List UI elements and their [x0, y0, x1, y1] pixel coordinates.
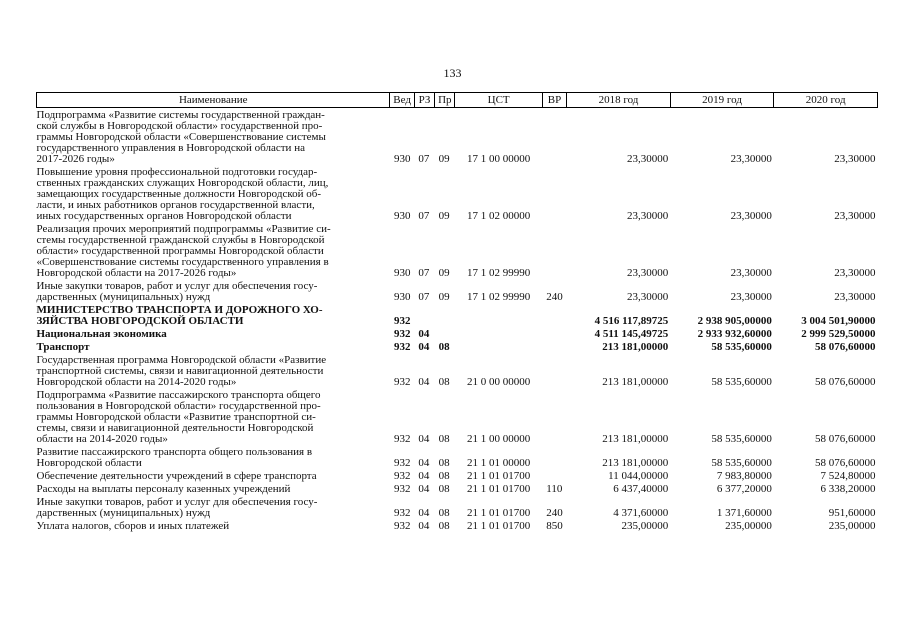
row-name-line: «Совершенствование системы государственного управления в — [36, 256, 329, 268]
cell-pr: 09 — [438, 291, 450, 303]
table-row — [37, 327, 878, 340]
cell-rz — [414, 303, 434, 327]
table-row — [37, 353, 878, 388]
row-name — [37, 279, 390, 303]
cell-cst: 17 1 02 99990 — [467, 267, 531, 279]
cell-pr — [435, 327, 455, 340]
cell-rz: 04 — [418, 328, 430, 340]
cell-cst: 21 1 01 01700 — [467, 507, 531, 519]
cell-pr: 09 — [438, 210, 450, 222]
table-row — [37, 469, 878, 482]
cell-vr: 110 — [546, 483, 563, 495]
cell-ved: 932 — [393, 457, 411, 469]
cell-rz: 04 — [418, 470, 430, 482]
cell-cst: 17 1 00 00000 — [467, 153, 531, 165]
cell-2018: 213 181,00000 — [602, 433, 669, 445]
cell-rz: 04 — [418, 483, 430, 495]
row-name — [37, 482, 390, 495]
row-name — [37, 108, 390, 166]
row-name — [37, 469, 390, 482]
cell-2019: 58 535,60000 — [711, 341, 772, 353]
column-header: 2020 год — [774, 93, 878, 108]
cell-2020: 23,30000 — [834, 153, 876, 165]
cell-2019: 235,00000 — [725, 520, 772, 532]
row-name-line: Иные закупки товаров, работ и услуг для обеспечения госу- — [36, 496, 318, 508]
row-name-line: стемы государственной гражданской службы в Новгородской — [36, 234, 325, 246]
row-name-line: Транспорт — [36, 341, 90, 353]
cell-2019: 23,30000 — [730, 210, 772, 222]
row-name-line: ственных гражданских служащих Новгородской области, лиц, — [36, 177, 329, 189]
budget-table — [36, 92, 878, 532]
cell-cst: 17 1 02 00000 — [467, 210, 531, 222]
row-name — [37, 353, 390, 388]
cell-cst: 17 1 02 99990 — [467, 291, 531, 303]
table-row — [37, 222, 878, 279]
cell-rz: 04 — [418, 457, 430, 469]
row-name — [37, 495, 390, 519]
cell-rz: 07 — [418, 291, 430, 303]
cell-cst: 21 1 01 01700 — [467, 470, 531, 482]
row-name-line: замещающих государственные должности Новгородской об- — [36, 188, 322, 200]
cell-2020: 23,30000 — [834, 210, 876, 222]
cell-2020: 3 004 501,90000 — [801, 315, 876, 327]
column-header: ВР — [542, 93, 566, 108]
row-name-line: пользования в Новгородской области» государственной про- — [36, 400, 321, 412]
row-name-line: граммы Новгородской области «Совершенствование системы — [36, 131, 326, 143]
table-row — [37, 108, 878, 166]
row-name — [37, 327, 390, 340]
row-name-line: 2017-2026 годы» — [36, 153, 115, 165]
row-name-line: дарственных (муниципальных) нужд — [36, 291, 211, 303]
cell-rz: 04 — [418, 341, 430, 353]
column-header: ЦСТ — [455, 93, 542, 108]
cell-2018: 23,30000 — [627, 153, 669, 165]
table-row — [37, 445, 878, 469]
cell-rz: 04 — [418, 520, 430, 532]
cell-2018: 213 181,00000 — [602, 341, 669, 353]
row-name — [37, 519, 390, 532]
cell-ved: 932 — [393, 376, 411, 388]
row-name-line: транспортной системы, связи и навигационной деятельности — [36, 365, 324, 377]
row-name-line: МИНИСТЕРСТВО ТРАНСПОРТА И ДОРОЖНОГО ХО- — [36, 304, 323, 316]
cell-pr: 08 — [438, 520, 450, 532]
row-name — [37, 445, 390, 469]
cell-cst: 21 0 00 00000 — [467, 376, 531, 388]
cell-2019: 7 983,80000 — [716, 470, 772, 482]
cell-2018: 23,30000 — [627, 210, 669, 222]
row-name-line: области на 2014-2020 годы» — [36, 433, 168, 445]
cell-2020: 58 076,60000 — [815, 376, 876, 388]
cell-2020: 7 524,80000 — [820, 470, 876, 482]
cell-vr — [542, 445, 566, 469]
cell-ved: 932 — [393, 315, 411, 327]
cell-vr: 240 — [546, 291, 563, 303]
cell-rz: 07 — [418, 267, 430, 279]
table-row — [37, 165, 878, 222]
cell-2019: 2 933 932,60000 — [697, 328, 772, 340]
cell-rz: 04 — [418, 433, 430, 445]
row-name — [37, 388, 390, 445]
row-name-line: ласти, и иных работников органов государственной власти, — [36, 199, 315, 211]
table-row — [37, 303, 878, 327]
cell-pr: 09 — [438, 153, 450, 165]
row-name-line: Новгородской области на 2014-2020 годы» — [36, 376, 237, 388]
cell-vr — [542, 303, 566, 327]
cell-2020: 235,00000 — [828, 520, 876, 532]
row-name — [37, 340, 390, 353]
cell-pr: 08 — [438, 483, 450, 495]
cell-2020: 23,30000 — [834, 291, 876, 303]
cell-pr: 09 — [438, 267, 450, 279]
row-name-line: Расходы на выплаты персоналу казенных учреждений — [36, 483, 291, 495]
cell-vr — [542, 388, 566, 445]
cell-vr: 850 — [546, 520, 563, 532]
cell-ved: 930 — [393, 210, 411, 222]
row-name-line: Развитие пассажирского транспорта общего пользования в — [36, 446, 313, 458]
cell-2020: 58 076,60000 — [815, 457, 876, 469]
column-header: РЗ — [414, 93, 434, 108]
row-name-line: иных государственных органов Новгородской области — [36, 210, 292, 222]
row-name-line: Иные закупки товаров, работ и услуг для обеспечения госу- — [36, 280, 318, 292]
column-header: 2018 год — [567, 93, 671, 108]
cell-pr: 08 — [438, 457, 450, 469]
cell-2019: 6 377,20000 — [716, 483, 772, 495]
cell-pr: 08 — [438, 507, 450, 519]
row-name-line: стемы, связи и навигационной деятельности Новгородской — [36, 422, 314, 434]
cell-vr — [542, 327, 566, 340]
cell-vr: 240 — [546, 507, 563, 519]
cell-ved: 932 — [393, 507, 411, 519]
cell-vr — [542, 469, 566, 482]
table-row — [37, 279, 878, 303]
row-name — [37, 222, 390, 279]
cell-cst: 21 1 00 00000 — [467, 433, 531, 445]
cell-cst: 21 1 01 01700 — [467, 483, 531, 495]
page-number: 133 — [443, 66, 462, 80]
cell-vr — [542, 165, 566, 222]
cell-vr — [542, 353, 566, 388]
cell-rz: 07 — [418, 153, 430, 165]
cell-cst — [455, 340, 542, 353]
cell-2020: 951,60000 — [828, 507, 876, 519]
table-body — [37, 108, 878, 533]
row-name-line: Обеспечение деятельности учреждений в сфере транспорта — [36, 470, 317, 482]
table-row — [37, 519, 878, 532]
cell-pr: 08 — [438, 341, 450, 353]
cell-2019: 2 938 905,00000 — [697, 315, 772, 327]
cell-cst: 21 1 01 01700 — [467, 520, 531, 532]
row-name — [37, 165, 390, 222]
row-name-line: Новгородской области — [36, 457, 142, 469]
cell-rz: 04 — [418, 376, 430, 388]
table-row — [37, 495, 878, 519]
cell-vr — [542, 222, 566, 279]
cell-2018: 4 516 117,89725 — [594, 315, 669, 327]
cell-2020: 58 076,60000 — [815, 341, 876, 353]
row-name-line: ской службы в Новгородской области» государственной про- — [36, 120, 323, 132]
column-header: Вед — [390, 93, 414, 108]
row-name — [37, 303, 390, 327]
column-header: Наименование — [37, 93, 390, 108]
cell-2020: 2 999 529,50000 — [801, 328, 876, 340]
cell-2020: 23,30000 — [834, 267, 876, 279]
cell-ved: 932 — [393, 341, 411, 353]
table-row — [37, 340, 878, 353]
cell-2018: 213 181,00000 — [602, 457, 669, 469]
row-name-line: Новгородской области на 2017-2026 годы» — [36, 267, 237, 279]
row-name-line: дарственных (муниципальных) нужд — [36, 507, 211, 519]
cell-ved: 932 — [393, 483, 411, 495]
cell-2019: 58 535,60000 — [711, 376, 772, 388]
cell-ved: 930 — [393, 153, 411, 165]
cell-2020: 6 338,20000 — [820, 483, 876, 495]
cell-2019: 23,30000 — [730, 291, 772, 303]
column-header: Пр — [435, 93, 455, 108]
cell-2018: 235,00000 — [621, 520, 669, 532]
row-name-line: Подпрограмма «Развитие системы государственной граждан- — [36, 109, 325, 121]
table-header-row — [37, 93, 878, 108]
cell-2018: 213 181,00000 — [602, 376, 669, 388]
cell-cst — [455, 303, 542, 327]
cell-ved: 932 — [393, 520, 411, 532]
cell-2018: 23,30000 — [627, 267, 669, 279]
cell-cst — [455, 327, 542, 340]
row-name-line: ЗЯЙСТВА НОВГОРОДСКОЙ ОБЛАСТИ — [36, 315, 244, 327]
row-name-line: Государственная программа Новгородской области «Развитие — [36, 354, 327, 366]
cell-pr — [435, 303, 455, 327]
cell-2019: 23,30000 — [730, 153, 772, 165]
cell-ved: 930 — [393, 267, 411, 279]
row-name-line: Уплата налогов, сборов и иных платежей — [36, 520, 230, 532]
cell-2019: 58 535,60000 — [711, 433, 772, 445]
cell-pr: 08 — [438, 376, 450, 388]
row-name-line: области» государственной программы Новгородской области — [36, 245, 324, 257]
column-header: 2019 год — [670, 93, 774, 108]
cell-2018: 23,30000 — [627, 291, 669, 303]
cell-2018: 4 511 145,49725 — [594, 328, 669, 340]
row-name-line: государственного управления в Новгородской области на — [36, 142, 305, 154]
cell-2019: 58 535,60000 — [711, 457, 772, 469]
cell-pr: 08 — [438, 433, 450, 445]
row-name-line: граммы Новгородской области «Развитие транспортной си- — [36, 411, 316, 423]
cell-ved: 932 — [393, 328, 411, 340]
cell-ved: 932 — [393, 433, 411, 445]
cell-vr — [542, 340, 566, 353]
cell-2018: 4 371,60000 — [613, 507, 669, 519]
cell-rz: 07 — [418, 210, 430, 222]
cell-rz: 04 — [418, 507, 430, 519]
cell-2019: 1 371,60000 — [716, 507, 772, 519]
row-name-line: Подпрограмма «Развитие пассажирского транспорта общего — [36, 389, 321, 401]
cell-vr — [542, 108, 566, 166]
cell-2018: 11 044,00000 — [608, 470, 669, 482]
table-row — [37, 482, 878, 495]
cell-ved: 932 — [393, 470, 411, 482]
cell-pr: 08 — [438, 470, 450, 482]
row-name-line: Реализация прочих мероприятий подпрограммы «Развитие си- — [36, 223, 331, 235]
cell-2019: 23,30000 — [730, 267, 772, 279]
row-name-line: Национальная экономика — [36, 328, 167, 340]
cell-ved: 930 — [393, 291, 411, 303]
table-row — [37, 388, 878, 445]
cell-2020: 58 076,60000 — [815, 433, 876, 445]
cell-cst: 21 1 01 00000 — [467, 457, 531, 469]
cell-2018: 6 437,40000 — [613, 483, 669, 495]
row-name-line: Повышение уровня профессиональной подготовки государ- — [36, 166, 318, 178]
